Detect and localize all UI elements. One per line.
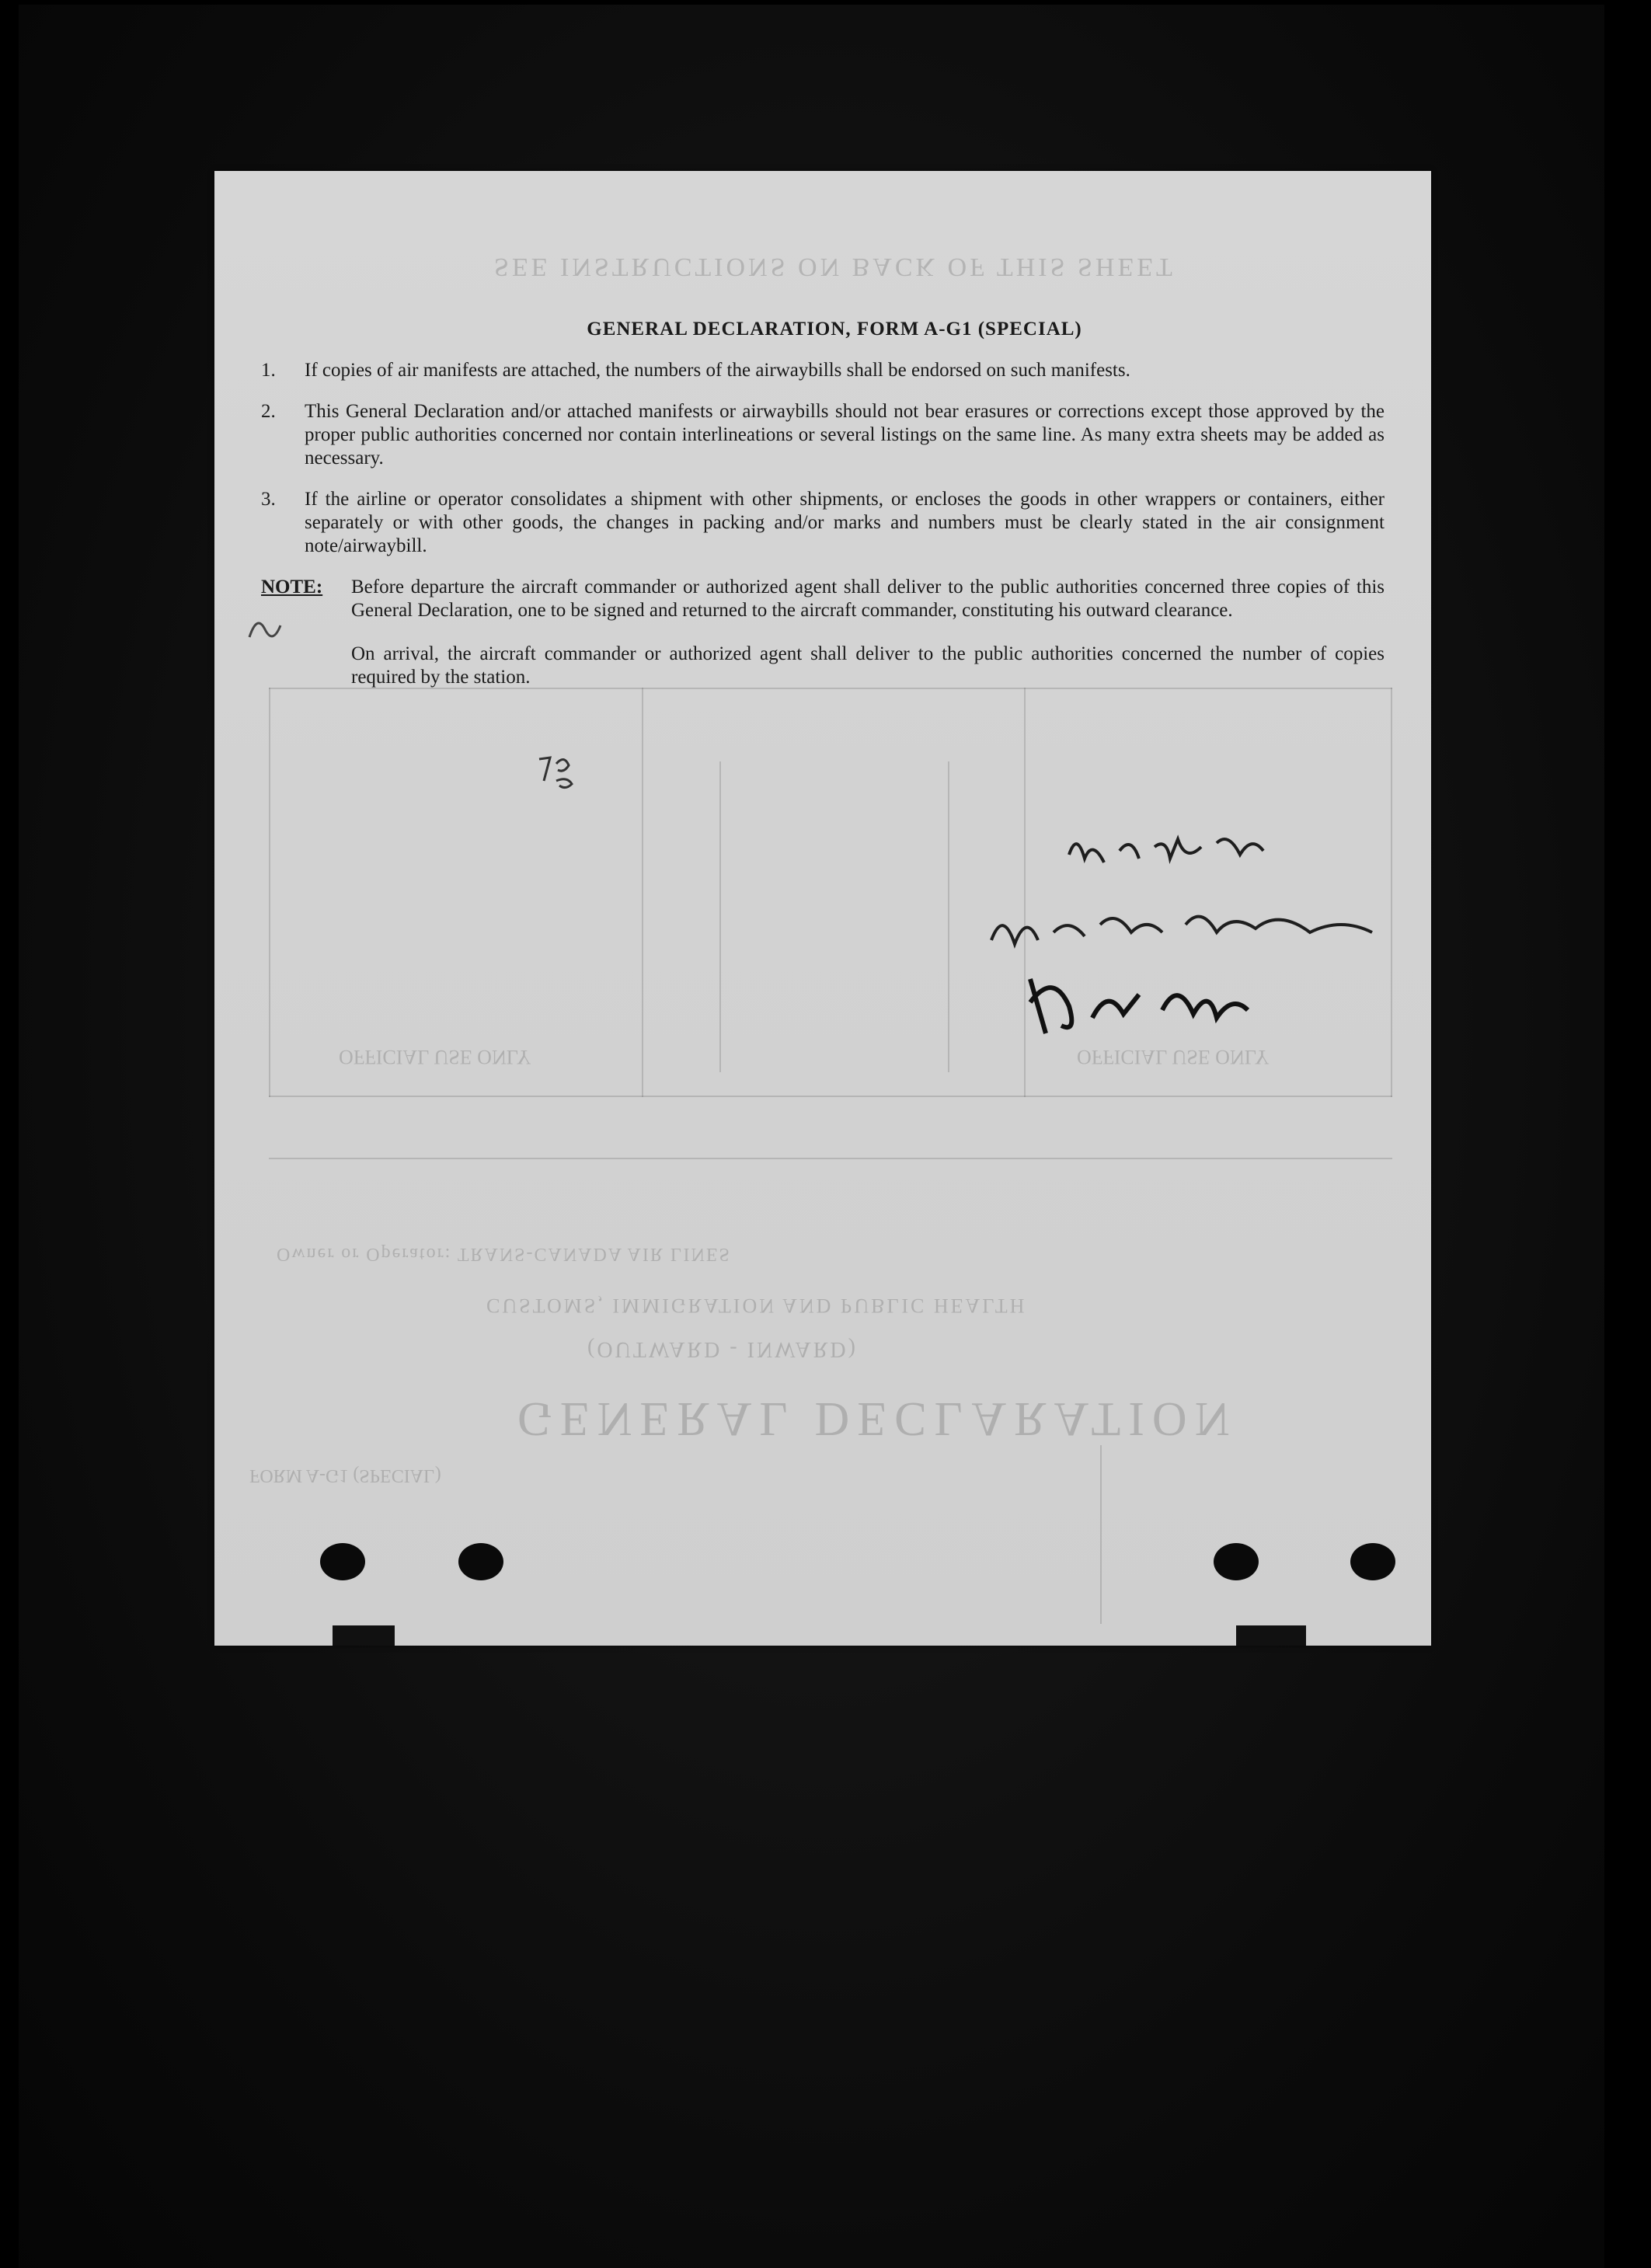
instruction-item xyxy=(261,488,1385,558)
bleed-through-official-right: OFFICIAL USE ONLY xyxy=(1077,1046,1270,1068)
instruction-item xyxy=(261,400,1385,470)
document-sheet xyxy=(214,171,1431,1646)
instruction-item xyxy=(261,359,1385,382)
bleed-table-right xyxy=(1391,688,1392,1097)
bleed-through-heading: GENERAL DECLARATION xyxy=(517,1392,1238,1445)
item-number: 3. xyxy=(261,489,276,510)
punch-hole xyxy=(320,1543,365,1580)
item-number: 2. xyxy=(261,401,276,422)
bleed-through-operator: Owner or Operator: TRANS-CANADA AIR LINES xyxy=(277,1244,731,1264)
bleed-table-left xyxy=(269,688,270,1097)
form-title: GENERAL DECLARATION, FORM A-G1 (SPECIAL) xyxy=(587,319,1082,340)
bleed-through-form-id: FORM A-G1 (SPECIAL) xyxy=(249,1465,441,1486)
punch-hole xyxy=(458,1543,503,1580)
note-section xyxy=(261,576,1385,622)
note-label: NOTE: xyxy=(261,577,323,597)
item-number: 1. xyxy=(261,360,276,381)
bleed-through-text: SEE INSTRUCTIONS ON BACK OF THIS SHEET xyxy=(494,253,1176,281)
punch-hole xyxy=(1214,1543,1259,1580)
bleed-through-line: CUSTOMS, IMMIGRATION AND PUBLIC HEALTH xyxy=(486,1294,1027,1317)
left-border xyxy=(0,0,19,2268)
bleed-through-subheading: (OUTWARD - INWARD) xyxy=(587,1337,858,1361)
note-paragraph-departure: Before departure the aircraft commander or authorized agent shall deliver to the public authorities concerned three copies of this General Declaration, one to be signed and returned to the aircraft commander, constituting his outward clearance. xyxy=(351,577,1385,621)
instructions-block xyxy=(261,319,1385,689)
right-border xyxy=(1604,0,1651,2268)
handwritten-signature-block xyxy=(984,816,1388,1204)
bleed-through-official-left: OFFICIAL USE ONLY xyxy=(339,1046,531,1068)
margin-pencil-mark xyxy=(246,606,292,653)
punch-hole xyxy=(1350,1543,1395,1580)
handwritten-note-small xyxy=(533,750,595,796)
bleed-inner-col-1 xyxy=(719,761,721,1072)
note-paragraph-arrival: On arrival, the aircraft commander or authorized agent shall deliver to the public authorities concerned the number of copies required by the station. xyxy=(351,643,1385,688)
bleed-table-col-1 xyxy=(642,688,643,1097)
item-text: If copies of air manifests are attached, the numbers of the airwaybills shall be endorsed on such manifests. xyxy=(305,360,1130,381)
torn-edge xyxy=(333,1625,395,1646)
top-border xyxy=(0,0,1651,5)
item-text: If the airline or operator consolidates a shipment with other shipments, or encloses the goods in other wrappers or containers, either separately or with other goods, the changes in packing and/or marks and numbers must be clearly stated in the air consignment note/airwaybill. xyxy=(305,489,1385,556)
bleed-inner-col-2 xyxy=(948,761,949,1072)
bleed-vertical xyxy=(1100,1445,1102,1624)
item-text: This General Declaration and/or attached manifests or airwaybills should not bear erasures or corrections except those approved by the proper public authorities concerned nor contain interlineations or several listings on the same line. As many extra sheets may be added as necessary. xyxy=(305,401,1385,469)
note-arrival xyxy=(261,643,1385,689)
torn-edge xyxy=(1236,1625,1306,1646)
